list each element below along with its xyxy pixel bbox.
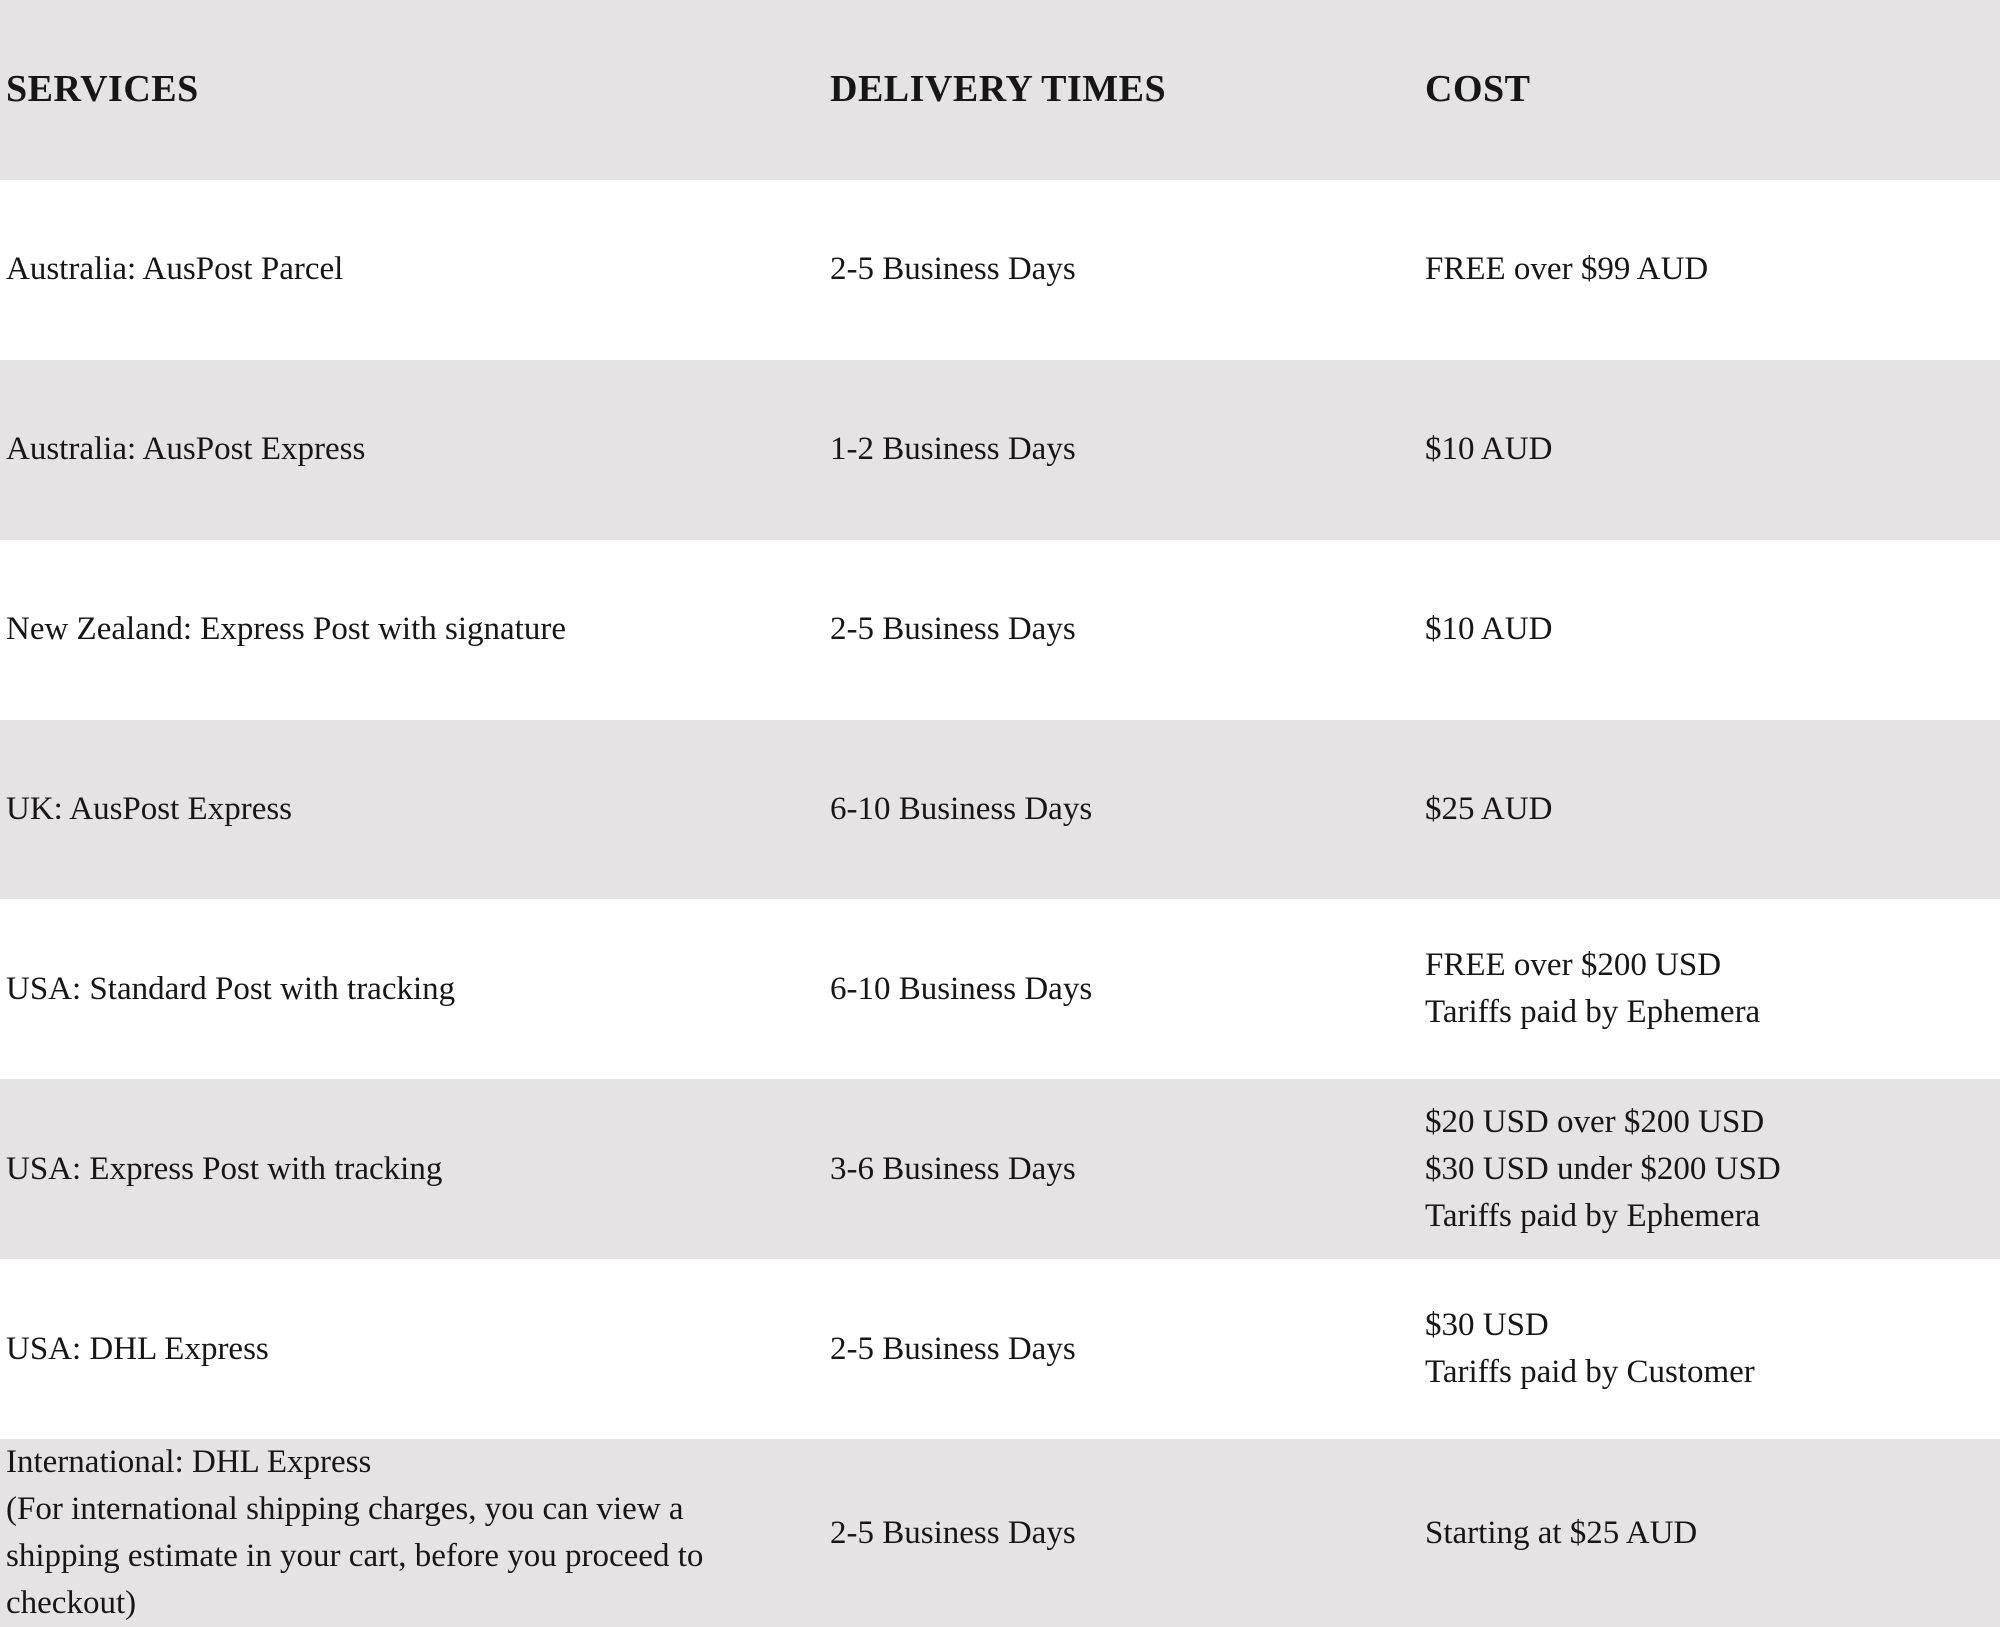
column-header-services-label: SERVICES — [6, 68, 199, 111]
service-text: USA: DHL Express — [6, 1330, 269, 1367]
delivery-cell — [830, 1146, 1425, 1193]
delivery-text: 3-6 Business Days — [830, 1150, 1076, 1187]
service-cell — [0, 246, 830, 293]
cost-cell — [1425, 1099, 2000, 1240]
service-cell — [0, 966, 830, 1013]
column-header-delivery-times — [830, 69, 1425, 111]
cost-cell — [1425, 1302, 2000, 1396]
cost-cell — [1425, 1510, 2000, 1557]
service-note-text: (For international shipping charges, you can view a shipping estimate in your cart, before you proceed to checkout) — [6, 1491, 704, 1621]
column-header-delivery-times-label: DELIVERY TIMES — [830, 68, 1167, 111]
delivery-text: 6-10 Business Days — [830, 970, 1093, 1007]
delivery-cell — [830, 966, 1425, 1013]
delivery-text: 6-10 Business Days — [830, 790, 1093, 827]
column-header-cost-label: COST — [1425, 68, 1531, 111]
cost-cell — [1425, 786, 2000, 833]
service-cell — [0, 1146, 830, 1193]
delivery-text: 2-5 Business Days — [830, 611, 1076, 648]
cost-text: FREE over $200 USD — [1425, 947, 1722, 984]
table-row — [0, 720, 2000, 900]
cost-text: Tariffs paid by Ephemera — [1425, 994, 1761, 1031]
service-cell — [0, 1439, 830, 1627]
cost-cell — [1425, 606, 2000, 653]
cost-text: $30 USD under $200 USD — [1425, 1150, 1781, 1187]
cost-text: $25 AUD — [1425, 790, 1553, 827]
service-text: New Zealand: Express Post with signature — [6, 611, 566, 648]
table-row — [0, 899, 2000, 1079]
column-header-cost — [1425, 69, 2000, 111]
service-cell — [0, 426, 830, 473]
delivery-text: 2-5 Business Days — [830, 251, 1076, 288]
service-text: International: DHL Express — [6, 1444, 372, 1480]
delivery-cell — [830, 1510, 1425, 1557]
cost-cell — [1425, 942, 2000, 1036]
table-row — [0, 1259, 2000, 1439]
delivery-cell — [830, 606, 1425, 653]
delivery-cell — [830, 246, 1425, 293]
cost-text: $10 AUD — [1425, 611, 1553, 648]
service-text: USA: Express Post with tracking — [6, 1150, 443, 1187]
cost-text: FREE over $99 AUD — [1425, 251, 1709, 288]
cost-text: $20 USD over $200 USD — [1425, 1103, 1765, 1140]
delivery-text: 2-5 Business Days — [830, 1330, 1076, 1367]
service-text: USA: Standard Post with tracking — [6, 970, 456, 1007]
service-text: Australia: AusPost Parcel — [6, 251, 344, 288]
service-cell — [0, 786, 830, 833]
service-text: UK: AusPost Express — [6, 790, 293, 827]
cost-text: Starting at $25 AUD — [1425, 1514, 1698, 1551]
table-row — [0, 1439, 2000, 1627]
delivery-text: 1-2 Business Days — [830, 431, 1076, 468]
cost-text: Tariffs paid by Ephemera — [1425, 1197, 1761, 1234]
service-text: Australia: AusPost Express — [6, 431, 366, 468]
service-cell — [0, 606, 830, 653]
delivery-text: 2-5 Business Days — [830, 1514, 1076, 1551]
cost-text: $30 USD — [1425, 1307, 1549, 1344]
table-row — [0, 180, 2000, 360]
table-row — [0, 540, 2000, 720]
delivery-cell — [830, 786, 1425, 833]
cost-text: $10 AUD — [1425, 431, 1553, 468]
table-row — [0, 360, 2000, 540]
table-row — [0, 1079, 2000, 1259]
column-header-services — [0, 69, 830, 111]
cost-text: Tariffs paid by Customer — [1425, 1354, 1755, 1391]
service-cell — [0, 1326, 830, 1373]
cost-cell — [1425, 426, 2000, 473]
delivery-cell — [830, 426, 1425, 473]
cost-cell — [1425, 246, 2000, 293]
delivery-cell — [830, 1326, 1425, 1373]
table-header-row — [0, 0, 2000, 180]
